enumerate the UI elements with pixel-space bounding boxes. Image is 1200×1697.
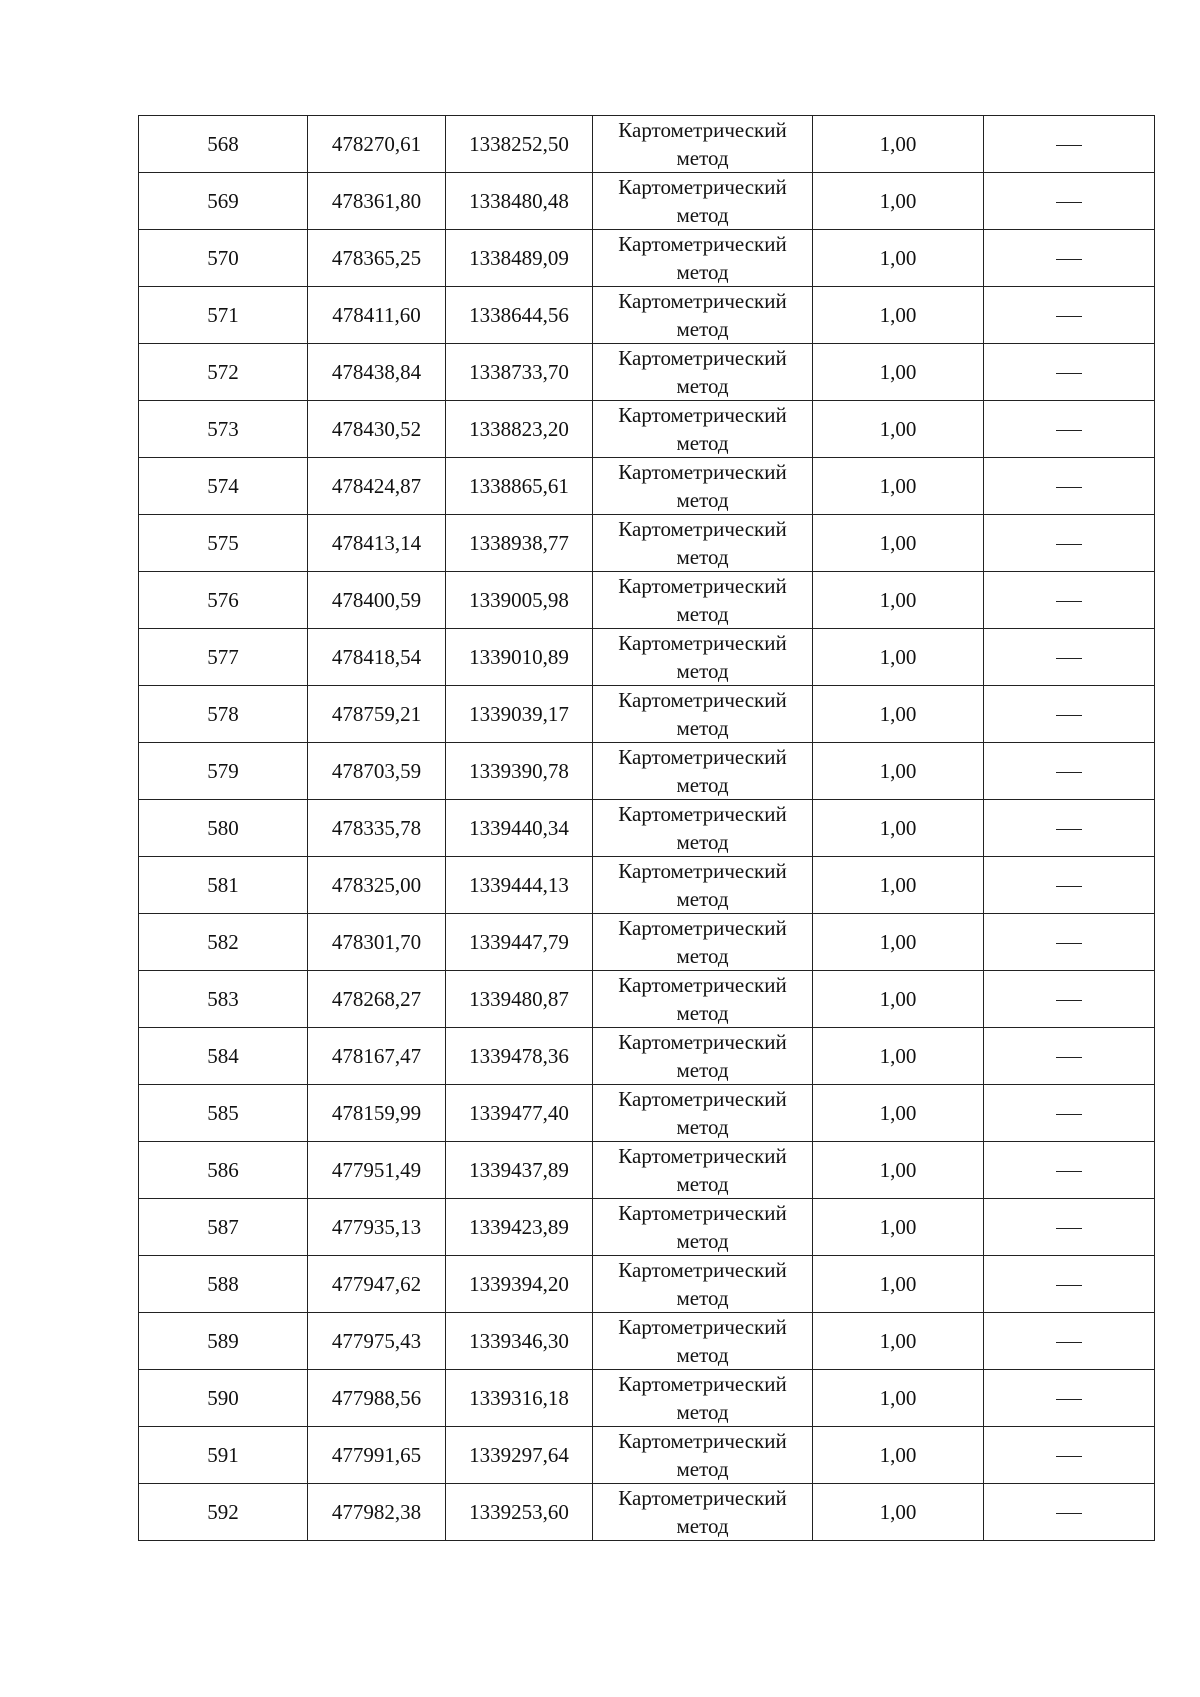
dash-mark — [1056, 1171, 1082, 1172]
method-line-2: метод — [676, 1115, 729, 1139]
dash-mark — [1056, 601, 1082, 602]
method-line-2: метод — [676, 1457, 729, 1481]
note-cell — [984, 1028, 1155, 1085]
note-cell — [984, 344, 1155, 401]
note-cell — [984, 515, 1155, 572]
table-row — [139, 1028, 1155, 1085]
method-line-1: Картометрический — [618, 1087, 787, 1111]
point-number-cell: 584 — [139, 1028, 308, 1085]
method-line-2: метод — [676, 1343, 729, 1367]
accuracy-cell: 1,00 — [813, 971, 984, 1028]
method-line-1: Картометрический — [618, 175, 787, 199]
method-cell — [593, 173, 813, 230]
method-line-1: Картометрический — [618, 859, 787, 883]
x-coordinate-cell: 478335,78 — [308, 800, 446, 857]
accuracy-cell: 1,00 — [813, 572, 984, 629]
method-line-1: Картометрический — [618, 1144, 787, 1168]
x-coordinate-cell: 478325,00 — [308, 857, 446, 914]
point-number-cell: 574 — [139, 458, 308, 515]
note-cell — [984, 1370, 1155, 1427]
x-coordinate-cell: 478759,21 — [308, 686, 446, 743]
table-row — [139, 914, 1155, 971]
x-coordinate-cell: 478413,14 — [308, 515, 446, 572]
accuracy-cell: 1,00 — [813, 857, 984, 914]
table-row — [139, 401, 1155, 458]
method-line-2: метод — [676, 602, 729, 626]
method-line-2: метод — [676, 716, 729, 740]
point-number-cell: 583 — [139, 971, 308, 1028]
method-line-1: Картометрический — [618, 574, 787, 598]
note-cell — [984, 230, 1155, 287]
method-cell — [593, 287, 813, 344]
table-row — [139, 800, 1155, 857]
method-cell — [593, 1427, 813, 1484]
x-coordinate-cell: 478430,52 — [308, 401, 446, 458]
note-cell — [984, 401, 1155, 458]
x-coordinate-cell: 478167,47 — [308, 1028, 446, 1085]
point-number-cell: 591 — [139, 1427, 308, 1484]
method-line-2: метод — [676, 488, 729, 512]
table-row — [139, 344, 1155, 401]
y-coordinate-cell: 1338823,20 — [446, 401, 593, 458]
coordinates-table — [138, 115, 1155, 1541]
table-row — [139, 971, 1155, 1028]
dash-mark — [1056, 1399, 1082, 1400]
table-row — [139, 1085, 1155, 1142]
note-cell — [984, 458, 1155, 515]
y-coordinate-cell: 1339444,13 — [446, 857, 593, 914]
x-coordinate-cell: 478424,87 — [308, 458, 446, 515]
method-cell — [593, 1085, 813, 1142]
dash-mark — [1056, 1513, 1082, 1514]
method-line-1: Картометрический — [618, 1429, 787, 1453]
note-cell — [984, 1199, 1155, 1256]
method-line-1: Картометрический — [618, 403, 787, 427]
x-coordinate-cell: 477982,38 — [308, 1484, 446, 1541]
accuracy-cell: 1,00 — [813, 1142, 984, 1199]
method-line-2: метод — [676, 1172, 729, 1196]
x-coordinate-cell: 478400,59 — [308, 572, 446, 629]
x-coordinate-cell: 477975,43 — [308, 1313, 446, 1370]
method-cell — [593, 230, 813, 287]
method-cell — [593, 1142, 813, 1199]
method-cell — [593, 344, 813, 401]
dash-mark — [1056, 1285, 1082, 1286]
note-cell — [984, 1256, 1155, 1313]
method-line-2: метод — [676, 317, 729, 341]
point-number-cell: 571 — [139, 287, 308, 344]
table-row — [139, 173, 1155, 230]
method-cell — [593, 1256, 813, 1313]
note-cell — [984, 1313, 1155, 1370]
table-row — [139, 629, 1155, 686]
accuracy-cell: 1,00 — [813, 515, 984, 572]
dash-mark — [1056, 1057, 1082, 1058]
table-row — [139, 686, 1155, 743]
note-cell — [984, 857, 1155, 914]
point-number-cell: 587 — [139, 1199, 308, 1256]
table-row — [139, 515, 1155, 572]
method-cell — [593, 800, 813, 857]
note-cell — [984, 287, 1155, 344]
table-row — [139, 230, 1155, 287]
y-coordinate-cell: 1339480,87 — [446, 971, 593, 1028]
y-coordinate-cell: 1339039,17 — [446, 686, 593, 743]
note-cell — [984, 800, 1155, 857]
point-number-cell: 579 — [139, 743, 308, 800]
table-row — [139, 458, 1155, 515]
method-line-2: метод — [676, 431, 729, 455]
method-cell — [593, 572, 813, 629]
method-cell — [593, 857, 813, 914]
y-coordinate-cell: 1338938,77 — [446, 515, 593, 572]
note-cell — [984, 914, 1155, 971]
note-cell — [984, 629, 1155, 686]
method-line-1: Картометрический — [618, 631, 787, 655]
method-line-2: метод — [676, 203, 729, 227]
point-number-cell: 575 — [139, 515, 308, 572]
method-cell — [593, 515, 813, 572]
point-number-cell: 569 — [139, 173, 308, 230]
dash-mark — [1056, 202, 1082, 203]
method-line-1: Картометрический — [618, 1372, 787, 1396]
accuracy-cell: 1,00 — [813, 1484, 984, 1541]
x-coordinate-cell: 477991,65 — [308, 1427, 446, 1484]
dash-mark — [1056, 316, 1082, 317]
y-coordinate-cell: 1338644,56 — [446, 287, 593, 344]
accuracy-cell: 1,00 — [813, 1370, 984, 1427]
accuracy-cell: 1,00 — [813, 1427, 984, 1484]
x-coordinate-cell: 478270,61 — [308, 116, 446, 173]
method-line-1: Картометрический — [618, 1315, 787, 1339]
y-coordinate-cell: 1338489,09 — [446, 230, 593, 287]
y-coordinate-cell: 1339440,34 — [446, 800, 593, 857]
accuracy-cell: 1,00 — [813, 344, 984, 401]
dash-mark — [1056, 373, 1082, 374]
coordinates-table-body — [139, 116, 1155, 1541]
point-number-cell: 576 — [139, 572, 308, 629]
y-coordinate-cell: 1339297,64 — [446, 1427, 593, 1484]
note-cell — [984, 173, 1155, 230]
method-line-2: метод — [676, 1514, 729, 1538]
method-line-2: метод — [676, 1058, 729, 1082]
y-coordinate-cell: 1339346,30 — [446, 1313, 593, 1370]
method-cell — [593, 629, 813, 686]
point-number-cell: 577 — [139, 629, 308, 686]
method-cell — [593, 914, 813, 971]
dash-mark — [1056, 772, 1082, 773]
note-cell — [984, 1484, 1155, 1541]
note-cell — [984, 686, 1155, 743]
dash-mark — [1056, 1000, 1082, 1001]
method-line-1: Картометрический — [618, 1486, 787, 1510]
method-cell — [593, 1370, 813, 1427]
point-number-cell: 590 — [139, 1370, 308, 1427]
x-coordinate-cell: 478438,84 — [308, 344, 446, 401]
method-cell — [593, 1313, 813, 1370]
accuracy-cell: 1,00 — [813, 743, 984, 800]
method-cell — [593, 458, 813, 515]
y-coordinate-cell: 1339005,98 — [446, 572, 593, 629]
method-cell — [593, 1028, 813, 1085]
method-line-2: метод — [676, 374, 729, 398]
y-coordinate-cell: 1338252,50 — [446, 116, 593, 173]
y-coordinate-cell: 1338480,48 — [446, 173, 593, 230]
accuracy-cell: 1,00 — [813, 287, 984, 344]
point-number-cell: 589 — [139, 1313, 308, 1370]
method-line-1: Картометрический — [618, 346, 787, 370]
point-number-cell: 588 — [139, 1256, 308, 1313]
method-line-2: метод — [676, 944, 729, 968]
method-cell — [593, 686, 813, 743]
y-coordinate-cell: 1339477,40 — [446, 1085, 593, 1142]
x-coordinate-cell: 478159,99 — [308, 1085, 446, 1142]
y-coordinate-cell: 1338865,61 — [446, 458, 593, 515]
method-line-2: метод — [676, 1286, 729, 1310]
method-line-1: Картометрический — [618, 1201, 787, 1225]
method-line-1: Картометрический — [618, 517, 787, 541]
method-cell — [593, 1484, 813, 1541]
accuracy-cell: 1,00 — [813, 230, 984, 287]
dash-mark — [1056, 715, 1082, 716]
method-line-1: Картометрический — [618, 232, 787, 256]
method-line-2: метод — [676, 545, 729, 569]
method-line-2: метод — [676, 830, 729, 854]
dash-mark — [1056, 829, 1082, 830]
point-number-cell: 568 — [139, 116, 308, 173]
point-number-cell: 585 — [139, 1085, 308, 1142]
table-row — [139, 1484, 1155, 1541]
accuracy-cell: 1,00 — [813, 1028, 984, 1085]
dash-mark — [1056, 1456, 1082, 1457]
table-row — [139, 1256, 1155, 1313]
method-line-1: Картометрический — [618, 118, 787, 142]
method-line-2: метод — [676, 659, 729, 683]
dash-mark — [1056, 430, 1082, 431]
y-coordinate-cell: 1338733,70 — [446, 344, 593, 401]
y-coordinate-cell: 1339478,36 — [446, 1028, 593, 1085]
x-coordinate-cell: 478361,80 — [308, 173, 446, 230]
method-line-2: метод — [676, 1400, 729, 1424]
accuracy-cell: 1,00 — [813, 629, 984, 686]
dash-mark — [1056, 658, 1082, 659]
method-line-1: Картометрический — [618, 802, 787, 826]
x-coordinate-cell: 478418,54 — [308, 629, 446, 686]
x-coordinate-cell: 477947,62 — [308, 1256, 446, 1313]
dash-mark — [1056, 1114, 1082, 1115]
accuracy-cell: 1,00 — [813, 1085, 984, 1142]
dash-mark — [1056, 1342, 1082, 1343]
accuracy-cell: 1,00 — [813, 401, 984, 458]
note-cell — [984, 572, 1155, 629]
table-row — [139, 572, 1155, 629]
method-line-1: Картометрический — [618, 289, 787, 313]
method-line-2: метод — [676, 146, 729, 170]
dash-mark — [1056, 259, 1082, 260]
method-line-2: метод — [676, 260, 729, 284]
method-cell — [593, 971, 813, 1028]
point-number-cell: 572 — [139, 344, 308, 401]
note-cell — [984, 116, 1155, 173]
point-number-cell: 573 — [139, 401, 308, 458]
table-row — [139, 287, 1155, 344]
dash-mark — [1056, 886, 1082, 887]
point-number-cell: 581 — [139, 857, 308, 914]
x-coordinate-cell: 477935,13 — [308, 1199, 446, 1256]
y-coordinate-cell: 1339253,60 — [446, 1484, 593, 1541]
note-cell — [984, 1427, 1155, 1484]
dash-mark — [1056, 1228, 1082, 1229]
accuracy-cell: 1,00 — [813, 800, 984, 857]
x-coordinate-cell: 478703,59 — [308, 743, 446, 800]
method-cell — [593, 116, 813, 173]
x-coordinate-cell: 478365,25 — [308, 230, 446, 287]
method-cell — [593, 401, 813, 458]
method-line-1: Картометрический — [618, 973, 787, 997]
accuracy-cell: 1,00 — [813, 686, 984, 743]
dash-mark — [1056, 145, 1082, 146]
dash-mark — [1056, 544, 1082, 545]
method-line-1: Картометрический — [618, 688, 787, 712]
point-number-cell: 592 — [139, 1484, 308, 1541]
accuracy-cell: 1,00 — [813, 914, 984, 971]
accuracy-cell: 1,00 — [813, 116, 984, 173]
table-row — [139, 1142, 1155, 1199]
dash-mark — [1056, 487, 1082, 488]
point-number-cell: 570 — [139, 230, 308, 287]
x-coordinate-cell: 477951,49 — [308, 1142, 446, 1199]
table-row — [139, 116, 1155, 173]
y-coordinate-cell: 1339423,89 — [446, 1199, 593, 1256]
method-line-2: метод — [676, 887, 729, 911]
method-line-2: метод — [676, 1001, 729, 1025]
y-coordinate-cell: 1339447,79 — [446, 914, 593, 971]
table-row — [139, 1427, 1155, 1484]
y-coordinate-cell: 1339390,78 — [446, 743, 593, 800]
x-coordinate-cell: 478411,60 — [308, 287, 446, 344]
point-number-cell: 578 — [139, 686, 308, 743]
method-line-2: метод — [676, 773, 729, 797]
note-cell — [984, 1085, 1155, 1142]
table-row — [139, 1370, 1155, 1427]
note-cell — [984, 743, 1155, 800]
x-coordinate-cell: 477988,56 — [308, 1370, 446, 1427]
y-coordinate-cell: 1339010,89 — [446, 629, 593, 686]
point-number-cell: 586 — [139, 1142, 308, 1199]
table-row — [139, 743, 1155, 800]
method-cell — [593, 1199, 813, 1256]
note-cell — [984, 1142, 1155, 1199]
method-line-1: Картометрический — [618, 460, 787, 484]
point-number-cell: 580 — [139, 800, 308, 857]
x-coordinate-cell: 478268,27 — [308, 971, 446, 1028]
method-line-1: Картометрический — [618, 916, 787, 940]
y-coordinate-cell: 1339394,20 — [446, 1256, 593, 1313]
accuracy-cell: 1,00 — [813, 458, 984, 515]
accuracy-cell: 1,00 — [813, 1313, 984, 1370]
table-row — [139, 1313, 1155, 1370]
method-cell — [593, 743, 813, 800]
table-row — [139, 1199, 1155, 1256]
method-line-1: Картометрический — [618, 745, 787, 769]
accuracy-cell: 1,00 — [813, 173, 984, 230]
method-line-1: Картометрический — [618, 1030, 787, 1054]
y-coordinate-cell: 1339316,18 — [446, 1370, 593, 1427]
note-cell — [984, 971, 1155, 1028]
point-number-cell: 582 — [139, 914, 308, 971]
accuracy-cell: 1,00 — [813, 1199, 984, 1256]
x-coordinate-cell: 478301,70 — [308, 914, 446, 971]
table-row — [139, 857, 1155, 914]
method-line-2: метод — [676, 1229, 729, 1253]
dash-mark — [1056, 943, 1082, 944]
y-coordinate-cell: 1339437,89 — [446, 1142, 593, 1199]
method-line-1: Картометрический — [618, 1258, 787, 1282]
accuracy-cell: 1,00 — [813, 1256, 984, 1313]
